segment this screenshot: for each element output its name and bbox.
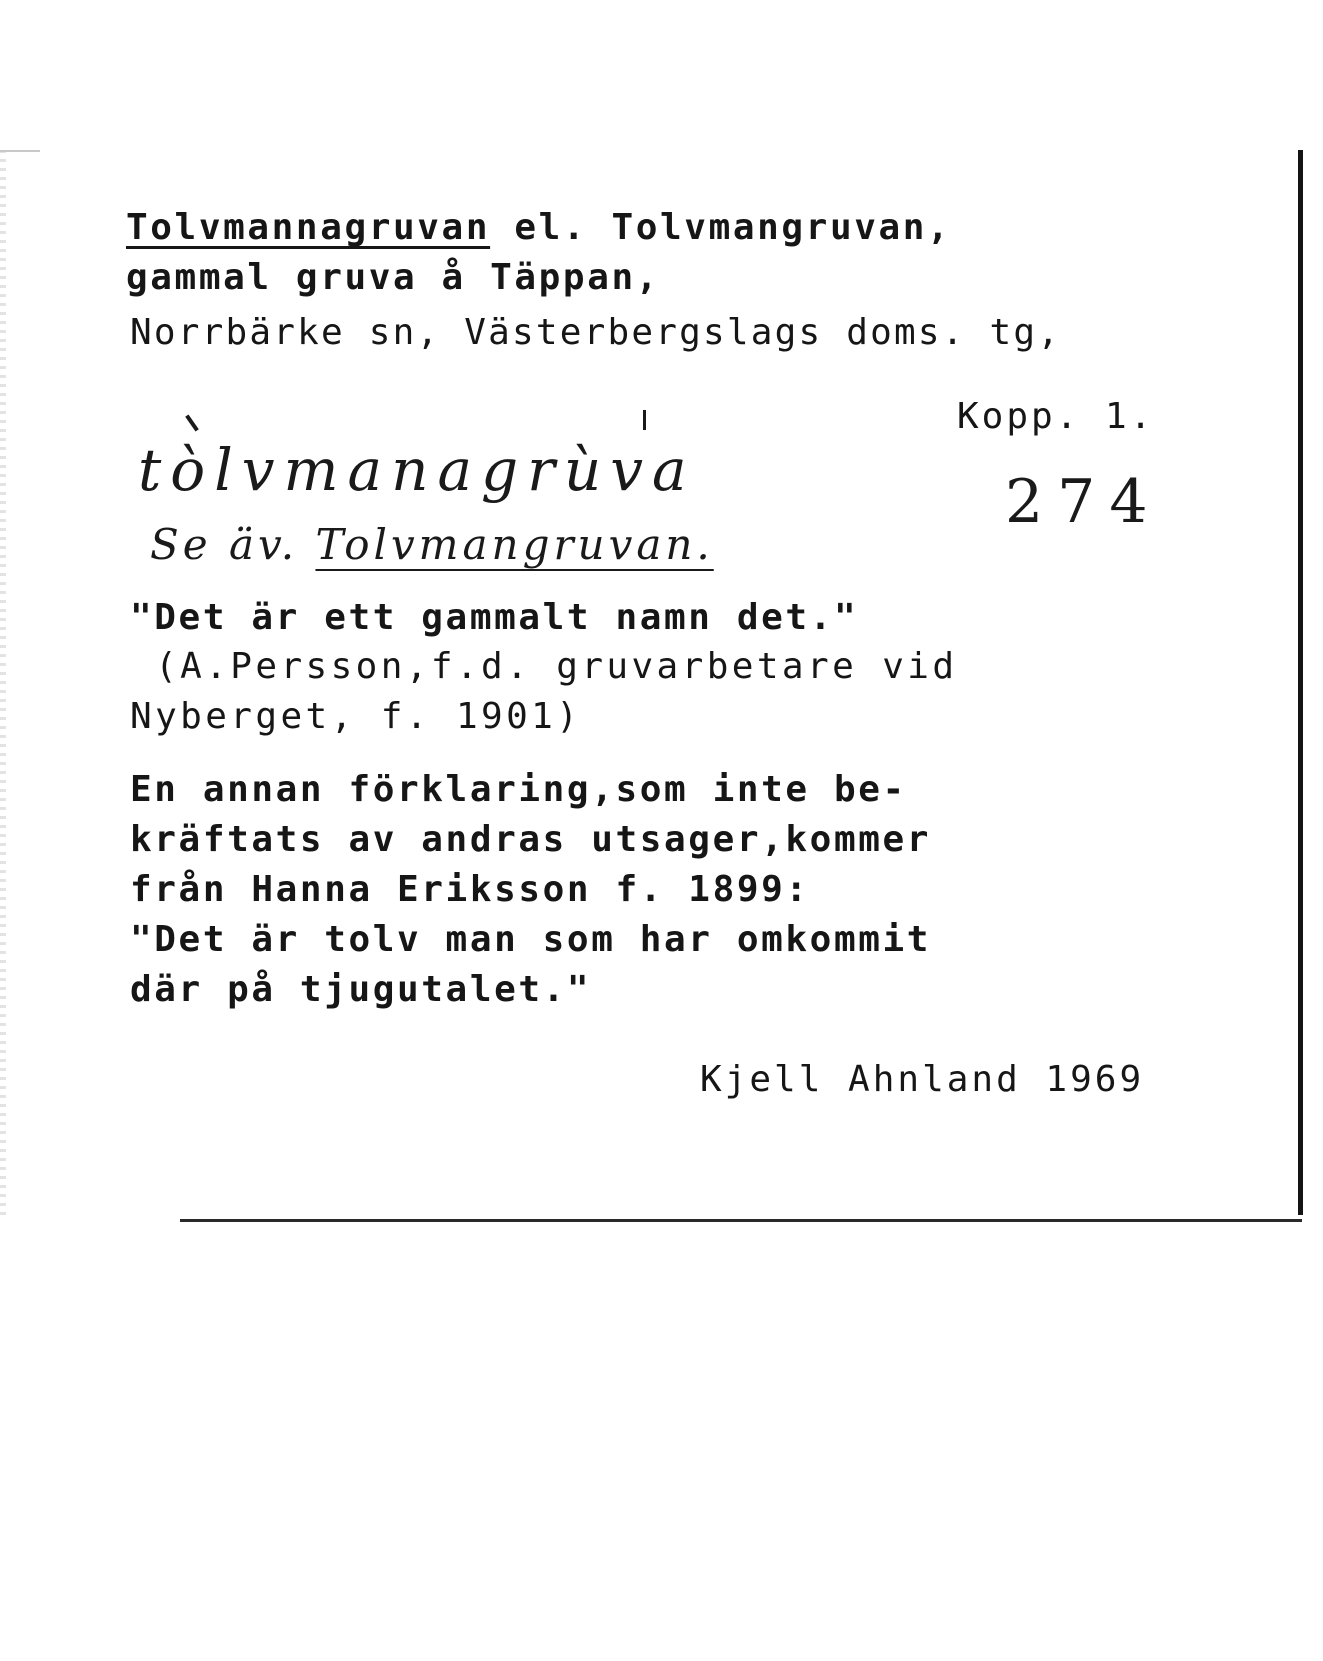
paragraph-line-5: där på tjugutalet." bbox=[130, 969, 592, 1010]
title-line-rest: el. Tolvmangruvan, bbox=[490, 207, 952, 248]
paragraph-line-1: En annan förklaring,som inte be- bbox=[130, 769, 907, 810]
see-also-reference: Tolvmangruvan. bbox=[315, 520, 714, 569]
description-line: gammal gruva å Täppan, bbox=[126, 257, 661, 298]
source-line-1: (A.Persson,f.d. gruvarbetare vid bbox=[130, 646, 958, 687]
map-reference: Kopp. 1. bbox=[957, 396, 1155, 437]
title-line bbox=[126, 208, 951, 248]
pronunciation-handwritten: tòlvmanagrùva bbox=[138, 436, 696, 504]
see-also-prefix: Se äv. bbox=[150, 520, 316, 569]
card-number-handwritten: 274 bbox=[1005, 467, 1162, 537]
headword: Tolvmannagruvan bbox=[126, 207, 491, 248]
grave-accent-mark bbox=[185, 414, 199, 431]
stress-mark bbox=[643, 410, 646, 430]
paragraph-line-3: från Hanna Eriksson f. 1899: bbox=[130, 869, 810, 910]
source-line-2: Nyberget, f. 1901) bbox=[130, 696, 582, 737]
see-also-handwritten bbox=[150, 520, 714, 570]
card-top-edge-mark bbox=[0, 150, 40, 152]
signature-line: Kjell Ahnland 1969 bbox=[700, 1059, 1145, 1100]
quote-line: "Det är ett gammalt namn det." bbox=[130, 597, 859, 638]
location-line: Norrbärke sn, Västerbergslags doms. tg, bbox=[130, 312, 1062, 353]
paragraph-line-2: kräftats av andras utsager,kommer bbox=[130, 819, 932, 860]
paragraph-line-4: "Det är tolv man som har omkommit bbox=[130, 919, 932, 960]
card-right-border bbox=[1298, 150, 1303, 1215]
card-bottom-border bbox=[180, 1219, 1302, 1222]
card-left-edge bbox=[0, 150, 6, 1215]
